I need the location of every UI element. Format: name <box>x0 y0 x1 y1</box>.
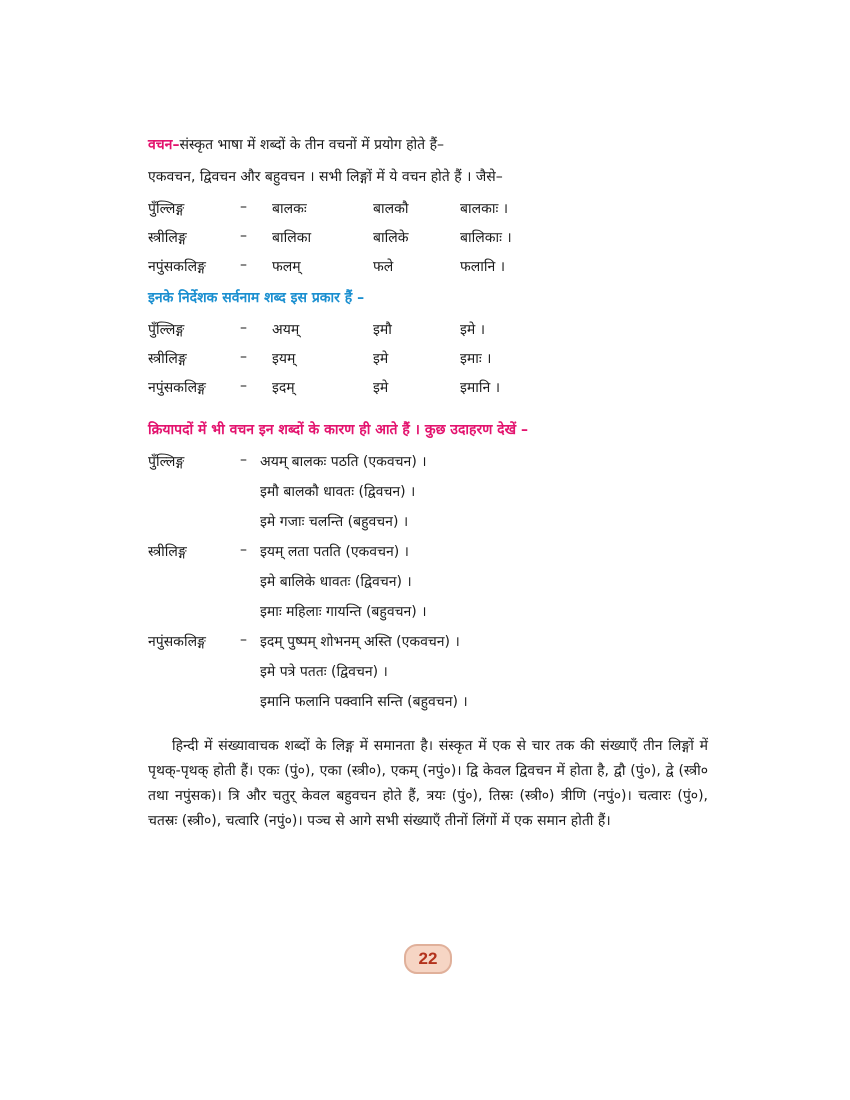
gender-label: पुँल्लिङ्ग <box>148 322 185 338</box>
example-sentence: इमे पत्रे पततः (द्विवचन) । <box>260 664 388 680</box>
plural-form: बालिकाः । <box>460 230 512 246</box>
singular-form: इयम् <box>272 351 296 367</box>
dash: – <box>240 632 247 648</box>
plural-form: इमाः । <box>460 351 492 367</box>
singular-form: बालिका <box>272 230 312 246</box>
example-sentence: इयम् लता पतति (एकवचन) । <box>260 544 409 560</box>
dash: – <box>240 257 247 273</box>
example-sentence: इमानि फलानि पक्वानि सन्ति (बहुवचन) । <box>260 694 468 710</box>
page-number: 22 <box>404 944 452 974</box>
example-sentence: इमाः महिलाः गायन्ति (बहुवचन) । <box>260 604 427 620</box>
dual-form: इमे <box>373 380 389 396</box>
plural-form: बालकाः । <box>460 201 509 217</box>
singular-form: अयम् <box>272 322 300 338</box>
singular-form: इदम् <box>272 380 295 396</box>
dual-form: फले <box>373 259 394 275</box>
verb-heading: क्रियापदों में भी वचन इन शब्दों के कारण ही आते हैं । कुछ उदाहरण देखें – <box>148 422 528 438</box>
gender-label: स्त्रीलिङ्ग <box>148 230 187 246</box>
plural-form: इमे । <box>460 322 486 338</box>
example-sentence: इमौ बालकौ धावतः (द्विवचन) । <box>260 484 416 500</box>
singular-form: बालकः <box>272 201 307 217</box>
dash: – <box>240 199 247 215</box>
dual-form: इमौ <box>373 322 392 338</box>
dash: – <box>240 542 247 558</box>
vachan-heading: वचन– <box>148 137 180 153</box>
example-sentence: इदम् पुष्पम् शोभनम् अस्ति (एकवचन) । <box>260 634 460 650</box>
plural-form: इमानि । <box>460 380 501 396</box>
example-sentence: इमे गजाः चलन्ति (बहुवचन) । <box>260 514 409 530</box>
singular-form: फलम् <box>272 259 301 275</box>
dash: – <box>240 228 247 244</box>
gender-label: पुँल्लिङ्ग <box>148 201 185 217</box>
dash: – <box>240 349 247 365</box>
example-sentence: इमे बालिके धावतः (द्विवचन) । <box>260 574 412 590</box>
dual-form: बालकौ <box>373 201 409 217</box>
intro-line-2: एकवचन, द्विवचन और बहुवचन । सभी लिङ्गों में ये वचन होते हैं । जैसे– <box>148 169 503 185</box>
gender-label: स्त्रीलिङ्ग <box>148 351 187 367</box>
dash: – <box>240 378 247 394</box>
dash: – <box>240 320 247 336</box>
example-sentence: अयम् बालकः पठति (एकवचन) । <box>260 454 427 470</box>
dash: – <box>240 452 247 468</box>
gender-label: स्त्रीलिङ्ग <box>148 544 187 560</box>
intro-text-1: संस्कृत भाषा में शब्दों के तीन वचनों में प्रयोग होते हैं– <box>179 137 445 153</box>
dual-form: इमे <box>373 351 389 367</box>
intro-line-1 <box>148 135 444 154</box>
gender-label: नपुंसकलिङ्ग <box>148 259 206 275</box>
gender-label: पुँल्लिङ्ग <box>148 454 185 470</box>
gender-label: नपुंसकलिङ्ग <box>148 380 206 396</box>
numerals-paragraph: हिन्दी में संख्यावाचक शब्दों के लिङ्ग में समानता है। संस्कृत में एक से चार तक की संख्याएँ तीन लिङ्गों में पृथक्-पृथक् होती हैं। एकः (पुं०), एका (स्त्री०), एकम् (नपुं०)। द्वि केवल द्विवचन में होता है, द्वौ (पुं०), द्वे (स्त्री० तथा नपुंसक)। त्रि और चतुर् केवल बहुवचन होते हैं, त्रयः (पुं०), तिस्रः (स्त्री०) त्रीणि (नपुं०)। चत्वारः (पुं०), चतस्रः (स्त्री०), चत्वारि (नपुं०)। पञ्च से आगे सभी संख्याएँ तीनों लिंगों में एक समान होती हैं। <box>148 738 708 829</box>
gender-label: नपुंसकलिङ्ग <box>148 634 206 650</box>
plural-form: फलानि । <box>460 259 506 275</box>
pronoun-heading: इनके निर्देशक सर्वनाम शब्द इस प्रकार हैं – <box>148 290 365 306</box>
dual-form: बालिके <box>373 230 409 246</box>
